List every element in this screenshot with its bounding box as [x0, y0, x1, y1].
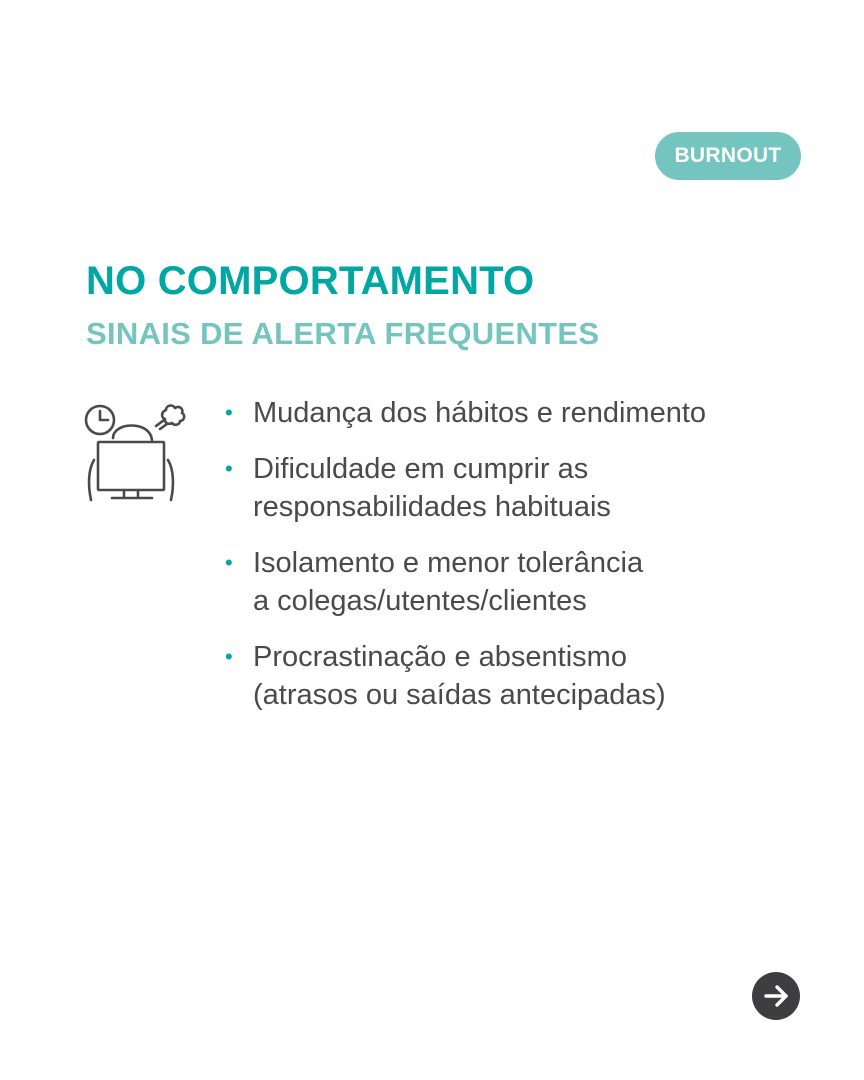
list-item-text: a colegas/utentes/clientes — [253, 585, 587, 617]
page-subtitle: SINAIS DE ALERTA FREQUENTES — [86, 316, 600, 351]
page-title: NO COMPORTAMENTO — [86, 259, 535, 303]
warning-signs-list — [222, 394, 822, 732]
list-item-text: Mudança dos hábitos e rendimento — [253, 397, 707, 429]
bullet-marker: • — [225, 400, 233, 425]
list-item-text: Procrastinação e absentismo — [253, 641, 627, 673]
list-item-text: Isolamento e menor tolerância — [253, 547, 644, 579]
stressed-person-at-computer-icon — [82, 400, 186, 508]
list-item-text: responsabilidades habituais — [253, 491, 611, 523]
list-item — [222, 450, 822, 526]
bullet-marker: • — [225, 644, 233, 669]
list-item — [222, 394, 822, 432]
arrow-right-icon — [760, 980, 792, 1012]
topic-badge — [655, 132, 801, 180]
topic-badge-label: BURNOUT — [674, 144, 782, 167]
bullet-marker: • — [225, 550, 233, 575]
list-item — [222, 638, 822, 714]
list-item-text: (atrasos ou saídas antecipadas) — [253, 679, 666, 711]
list-item-text: Dificuldade em cumprir as — [253, 453, 589, 485]
list-item — [222, 544, 822, 620]
next-button[interactable] — [752, 972, 800, 1020]
bullet-marker: • — [225, 456, 233, 481]
